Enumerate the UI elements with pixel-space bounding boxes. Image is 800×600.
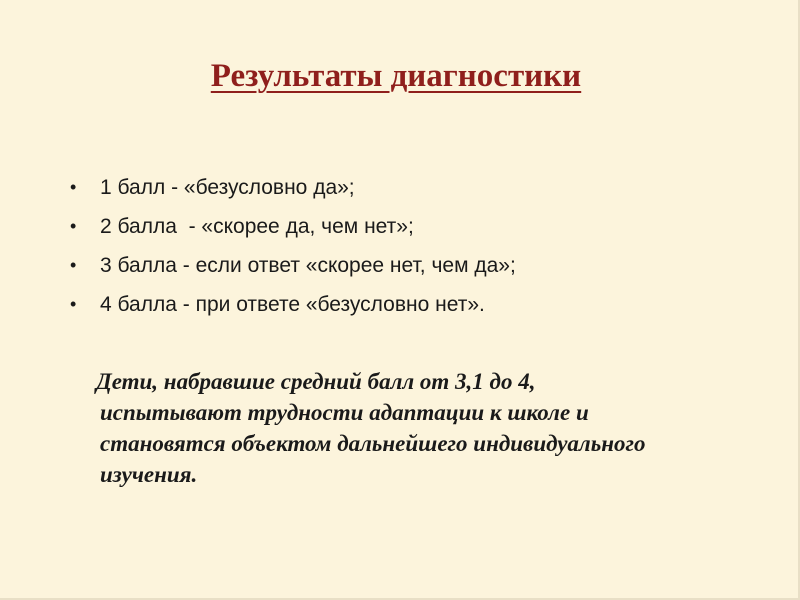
score-item-text: 2 балла - «скорее да, чем нет»;: [100, 215, 414, 238]
slide-title: [0, 58, 792, 95]
score-item-2: [66, 207, 516, 246]
bullet-icon: •: [70, 294, 77, 314]
score-item-text: 4 балла - при ответе «безусловно нет».: [100, 293, 485, 316]
bullet-icon: •: [70, 177, 77, 197]
score-item-text: 3 балла - если ответ «скорее нет, чем да»;: [100, 254, 516, 277]
score-item-3: [66, 246, 516, 285]
conclusion-line-3: становятся объектом дальнейшего индивидуального: [100, 431, 646, 456]
score-item-4: [66, 285, 516, 324]
conclusion-note: [96, 366, 756, 490]
bullet-icon: •: [70, 255, 77, 275]
conclusion-line-1: Дети, набравшие средний балл от 3,1 до 4,: [96, 369, 536, 394]
conclusion-line-4: изучения.: [100, 462, 198, 487]
score-item-1: [66, 168, 516, 207]
slide-title-text: Результаты диагностики: [210, 58, 582, 94]
score-list: [66, 168, 516, 324]
score-item-text: 1 балл - «безусловно да»;: [100, 176, 355, 199]
bullet-icon: •: [70, 216, 77, 236]
conclusion-line-2: испытывают трудности адаптации к школе и: [100, 400, 589, 425]
